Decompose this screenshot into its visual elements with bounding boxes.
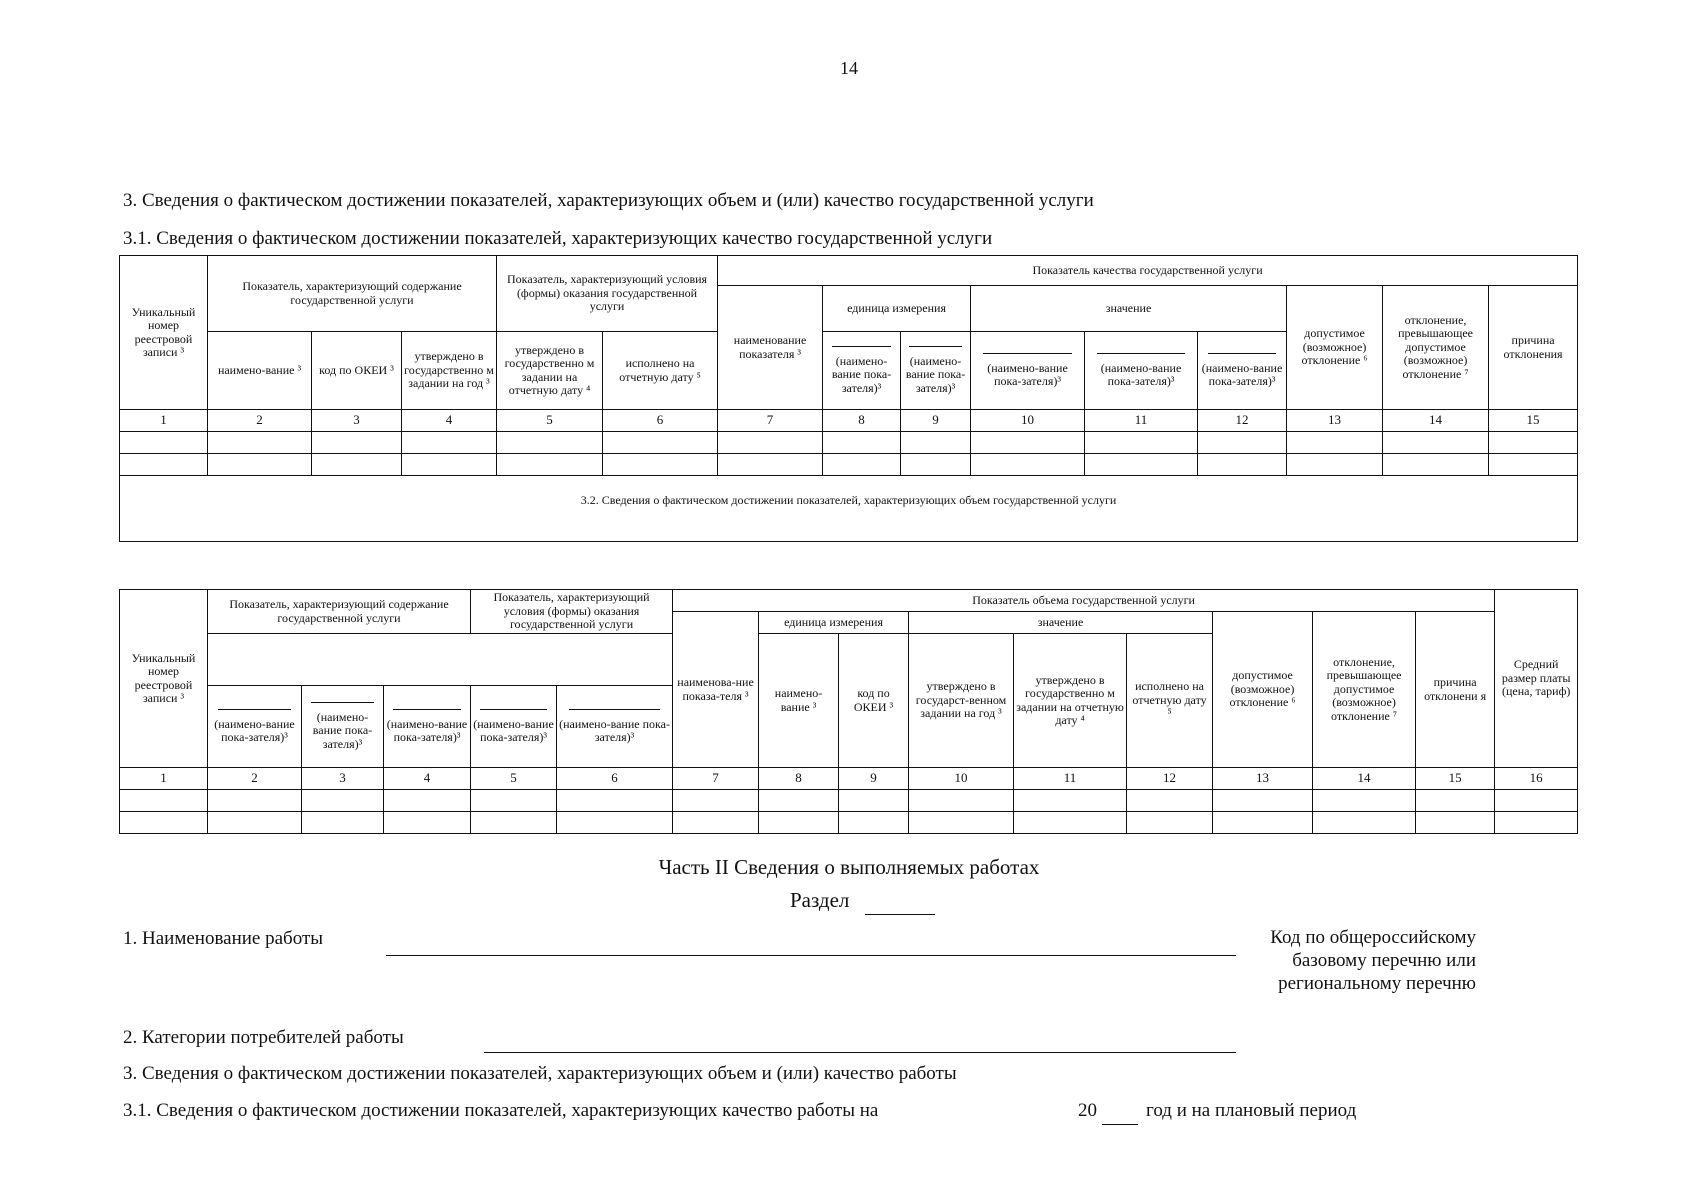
table-cell[interactable] [471, 812, 557, 834]
indicator-name-header: наименова-ние показа-теля ³ [673, 612, 759, 768]
table-cell[interactable] [1495, 812, 1578, 834]
table-cell[interactable] [1198, 454, 1287, 476]
table-cell[interactable] [1127, 812, 1213, 834]
conditions-indicator-header: Показатель, характеризующий условия (формы) оказания государственной услуги [471, 590, 673, 634]
table-cell[interactable] [823, 432, 901, 454]
table-cell[interactable] [1213, 812, 1313, 834]
column-number: 2 [208, 410, 312, 432]
unit-header: единица измерения [759, 612, 909, 634]
table-cell[interactable] [208, 790, 302, 812]
section32-title: 3.2. Сведения о фактическом достижении показателей, характеризующих объем государственной услуги [120, 476, 1578, 542]
content-subheader: (наимено-вание пока-зателя)³ [971, 332, 1085, 410]
column-number: 6 [557, 768, 673, 790]
column-number: 6 [603, 410, 718, 432]
table-cell[interactable] [1085, 432, 1198, 454]
table-cell[interactable] [971, 454, 1085, 476]
column-number: 9 [901, 410, 971, 432]
value-header: значение [909, 612, 1213, 634]
part2-title: Часть II Сведения о выполняемых работах [658, 855, 1040, 879]
table-cell[interactable] [1313, 790, 1416, 812]
table-cell[interactable] [120, 812, 208, 834]
table-cell[interactable] [497, 432, 603, 454]
avg-fee-header: Средний размер платы (цена, тариф) [1495, 590, 1578, 768]
exceeding-deviation-header: отклонение, превышающее допустимое (возможное) отклонение ⁷ [1313, 612, 1416, 768]
table-cell[interactable] [1085, 454, 1198, 476]
table-cell[interactable] [384, 812, 471, 834]
table-cell[interactable] [120, 432, 208, 454]
table-row [120, 432, 1578, 454]
table-cell[interactable] [823, 454, 901, 476]
year-prefix: 20 [1078, 1100, 1097, 1121]
volume-table [119, 589, 1578, 834]
table-cell[interactable] [471, 790, 557, 812]
table-cell[interactable] [402, 432, 497, 454]
table-cell[interactable] [603, 454, 718, 476]
table-cell[interactable] [718, 432, 823, 454]
table-cell[interactable] [909, 812, 1014, 834]
column-number: 4 [384, 768, 471, 790]
column-number: 8 [759, 768, 839, 790]
table-cell[interactable] [1489, 454, 1578, 476]
table-cell[interactable] [312, 454, 402, 476]
content-subheader: (наимено-вание пока-зателя)³ [384, 686, 471, 768]
table-cell[interactable] [208, 812, 302, 834]
column-number: 13 [1287, 410, 1383, 432]
table-cell[interactable] [1014, 790, 1127, 812]
column-number: 3 [312, 410, 402, 432]
column-number: 10 [971, 410, 1085, 432]
consumers-line[interactable] [484, 1052, 1236, 1053]
column-number: 1 [120, 768, 208, 790]
table-cell[interactable] [1495, 790, 1578, 812]
table-cell[interactable] [120, 454, 208, 476]
header-gap [208, 634, 673, 686]
column-number: 1 [120, 410, 208, 432]
okei-code-header: код по ОКЕИ ³ [312, 332, 402, 410]
table-cell[interactable] [312, 432, 402, 454]
column-number: 2 [208, 768, 302, 790]
table-cell[interactable] [302, 790, 384, 812]
table-row [120, 812, 1578, 834]
page-number: 14 [840, 58, 858, 78]
column-number: 9 [839, 768, 909, 790]
column-number: 12 [1198, 410, 1287, 432]
unit-header: единица измерения [823, 286, 971, 332]
column-number: 13 [1213, 768, 1313, 790]
indicator-name-header: наименование показателя ³ [718, 286, 823, 410]
table-cell[interactable] [971, 432, 1085, 454]
column-number: 12 [1127, 768, 1213, 790]
column-number: 5 [497, 410, 603, 432]
column-number: 14 [1313, 768, 1416, 790]
table-cell[interactable] [901, 432, 971, 454]
column-number: 7 [673, 768, 759, 790]
deviation-reason-header: причина отклонения [1489, 286, 1578, 410]
approved-date-header: утверждено в государственно м задании на отчетную дату ⁴ [1014, 634, 1127, 768]
section31-title: 3.1. Сведения о фактическом достижении показателей, характеризующих качество государственной услуги [123, 228, 993, 249]
quality-indicator-header: Показатель качества государственной услуги [718, 256, 1578, 286]
table-cell[interactable] [302, 812, 384, 834]
conditions-subheader: (наимено-вание пока-зателя)³ [471, 686, 557, 768]
table-cell[interactable] [1014, 812, 1127, 834]
column-number: 15 [1416, 768, 1495, 790]
table-cell[interactable] [402, 454, 497, 476]
table-cell[interactable] [557, 790, 673, 812]
table-cell[interactable] [1198, 432, 1287, 454]
table-cell[interactable] [120, 790, 208, 812]
table-row [120, 790, 1578, 812]
column-number: 11 [1085, 410, 1198, 432]
column-number: 14 [1383, 410, 1489, 432]
okei-code-header: код по ОКЕИ ³ [839, 634, 909, 768]
quality-table [119, 255, 1578, 542]
column-number: 8 [823, 410, 901, 432]
razdel-number-line[interactable] [865, 914, 935, 915]
table-cell[interactable] [901, 454, 971, 476]
razdel-label: Раздел [790, 888, 850, 912]
column-number: 5 [471, 768, 557, 790]
table-cell[interactable] [1416, 790, 1495, 812]
table-cell[interactable] [603, 432, 718, 454]
year-line[interactable] [1102, 1124, 1138, 1125]
unit-name-header: наимено-вание ³ [208, 332, 312, 410]
conditions-subheader: (наимено-вание пока-зателя)³ [557, 686, 673, 768]
content-subheader: (наимено-вание пока-зателя)³ [901, 332, 971, 410]
conditions-indicator-header: Показатель, характеризующий условия (формы) оказания государственной услуги [497, 256, 718, 332]
table-cell[interactable] [1287, 432, 1383, 454]
column-number-row [120, 768, 1578, 790]
deviation-reason-header: причина отклонени я [1416, 612, 1495, 768]
approved-year-header: утверждено в государст-венном задании на год ³ [909, 634, 1014, 768]
section3-title: 3. Сведения о фактическом достижении показателей, характеризующих объем и (или) качество государственной услуги [123, 190, 1094, 211]
volume-indicator-header: Показатель объема государственной услуги [673, 590, 1495, 612]
table-cell[interactable] [1213, 790, 1313, 812]
table-cell[interactable] [759, 812, 839, 834]
executed-header: исполнено на отчетную дату ⁵ [1127, 634, 1213, 768]
work-name-label: 1. Наименование работы [123, 928, 324, 949]
column-number-row [120, 410, 1578, 432]
content-subheader: (наимено-вание пока-зателя)³ [208, 686, 302, 768]
table-cell[interactable] [673, 790, 759, 812]
table-cell[interactable] [1383, 432, 1489, 454]
unit-name-header: наимено-вание ³ [759, 634, 839, 768]
approved-year-header: утверждено в государственно м задании на год ³ [402, 332, 497, 410]
content-subheader: (наимено-вание пока-зателя)³ [823, 332, 901, 410]
table-cell[interactable] [1489, 432, 1578, 454]
work-section3-title: 3. Сведения о фактическом достижении показателей, характеризующих объем и (или) качество работы [123, 1063, 957, 1084]
unique-number-header: Уникальный номер реестровой записи ³ [120, 590, 208, 768]
value-header: значение [971, 286, 1287, 332]
column-number: 7 [718, 410, 823, 432]
table-row [120, 454, 1578, 476]
table-cell[interactable] [208, 432, 312, 454]
table-cell[interactable] [1127, 790, 1213, 812]
content-indicator-header: Показатель, характеризующий содержание государственной услуги [208, 590, 471, 634]
table-cell[interactable] [557, 812, 673, 834]
table-cell[interactable] [497, 454, 603, 476]
work-name-line[interactable] [386, 955, 1236, 956]
table-cell[interactable] [384, 790, 471, 812]
work-section31-title: 3.1. Сведения о фактическом достижении показателей, характеризующих качество работы на [123, 1100, 879, 1121]
table-cell[interactable] [1383, 454, 1489, 476]
unique-number-header: Уникальный номер реестровой записи ³ [120, 256, 208, 410]
table-cell[interactable] [1287, 454, 1383, 476]
year-suffix: год и на плановый период [1146, 1100, 1357, 1121]
executed-header: исполнено на отчетную дату ⁵ [603, 332, 718, 410]
consumers-label: 2. Категории потребителей работы [123, 1027, 404, 1048]
allowed-deviation-header: допустимое (возможное) отклонение ⁶ [1287, 286, 1383, 410]
content-indicator-header: Показатель, характеризующий содержание государственной услуги [208, 256, 497, 332]
allowed-deviation-header: допустимое (возможное) отклонение ⁶ [1213, 612, 1313, 768]
table-cell[interactable] [1416, 812, 1495, 834]
approved-date-header: утверждено в государственно м задании на отчетную дату ⁴ [497, 332, 603, 410]
column-number: 4 [402, 410, 497, 432]
table-cell[interactable] [759, 790, 839, 812]
table-cell[interactable] [839, 812, 909, 834]
column-number: 15 [1489, 410, 1578, 432]
conditions-subheader: (наимено-вание пока-зателя)³ [1198, 332, 1287, 410]
exceeding-deviation-header: отклонение, превышающее допустимое (возможное) отклонение ⁷ [1383, 286, 1489, 410]
column-number: 10 [909, 768, 1014, 790]
table-cell[interactable] [839, 790, 909, 812]
table-cell[interactable] [673, 812, 759, 834]
table-cell[interactable] [208, 454, 312, 476]
table-cell[interactable] [718, 454, 823, 476]
conditions-subheader: (наимено-вание пока-зателя)³ [1085, 332, 1198, 410]
column-number: 3 [302, 768, 384, 790]
content-subheader: (наимено-вание пока-зателя)³ [302, 686, 384, 768]
table-cell[interactable] [1313, 812, 1416, 834]
column-number: 16 [1495, 768, 1578, 790]
code-label: Код по общероссийскому базовому перечню или региональному перечню [1270, 927, 1476, 995]
table-cell[interactable] [909, 790, 1014, 812]
column-number: 11 [1014, 768, 1127, 790]
